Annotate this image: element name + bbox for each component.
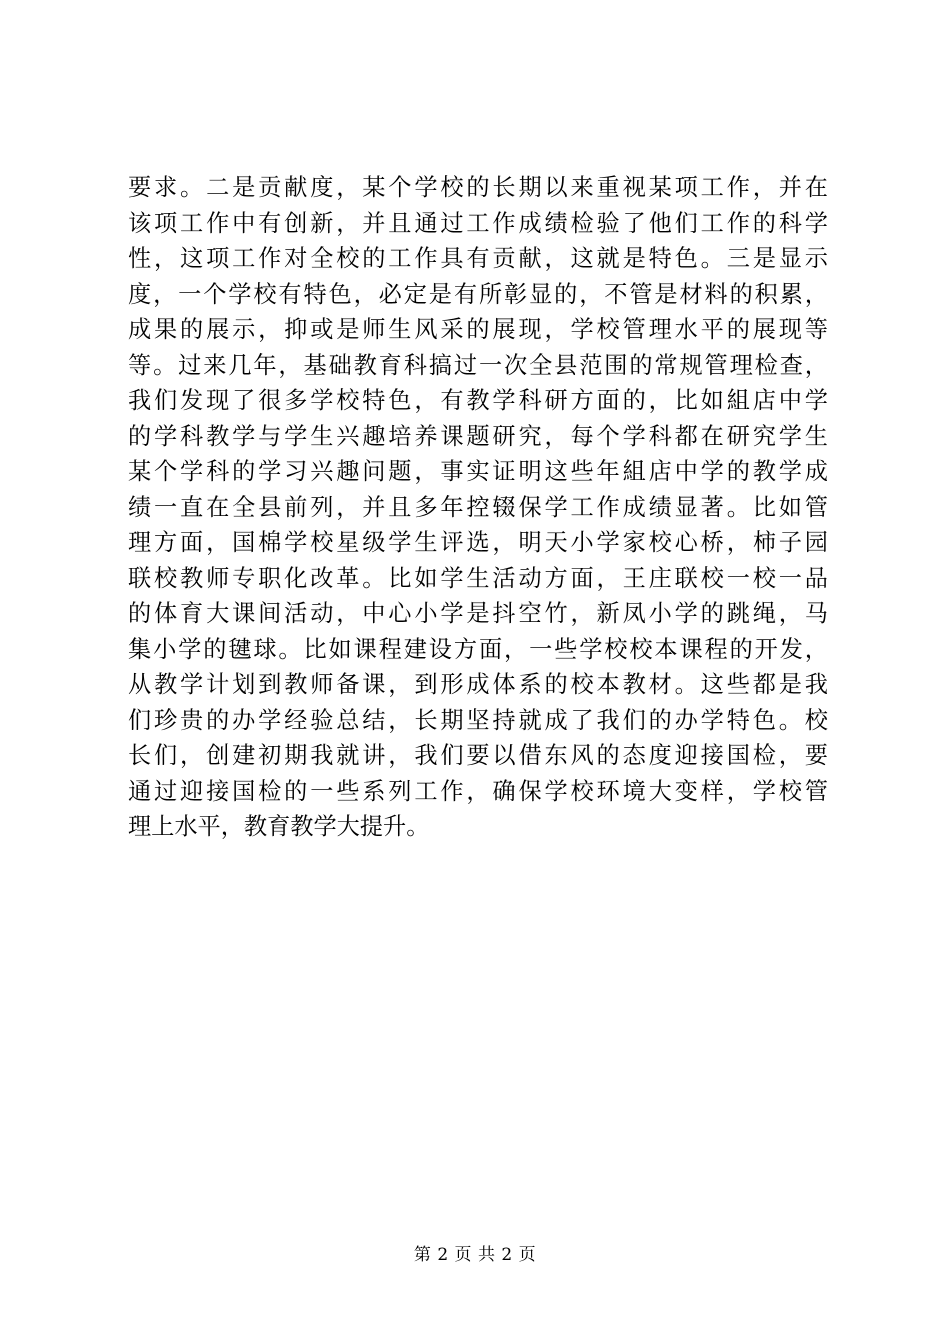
paragraph-line: 们珍贵的办学经验总结，长期坚持就成了我们的办学特色。校: [128, 706, 828, 734]
paragraph-line: 性，这项工作对全校的工作具有贡献，这就是特色。三是显示: [128, 245, 828, 272]
paragraph-line: 该项工作中有创新，并且通过工作成绩检验了他们工作的科学: [128, 209, 828, 237]
page-number-footer: 第 2 页 共 2 页: [413, 1245, 537, 1265]
paragraph-line: 绩一直在全县前列，并且多年控辍保学工作成绩显著。比如管: [128, 493, 828, 521]
paragraph-line: 某个学科的学习兴趣问题，事实证明这些年組店中学的教学成: [128, 458, 828, 485]
paragraph-line: 长们，创建初期我就讲，我们要以借东风的态度迎接国检，要: [128, 742, 828, 769]
paragraph-line: 的学科教学与学生兴趣培养课题研究，每个学科都在研究学生: [128, 422, 828, 450]
paragraph-line: 我们发现了很多学校特色，有教学科研方面的，比如組店中学: [128, 387, 828, 414]
body-paragraph: [128, 170, 828, 845]
paragraph-line: 从教学计划到教师备课，到形成体系的校本教材。这些都是我: [128, 671, 828, 698]
paragraph-line: 理上水平，教育教学大提升。: [128, 813, 430, 840]
paragraph-line: 通过迎接国检的一些系列工作，确保学校环境大变样，学校管: [128, 777, 828, 805]
paragraph-line: 度，一个学校有特色，必定是有所彰显的，不管是材料的积累，: [128, 280, 828, 308]
paragraph-line: 集小学的毽球。比如课程建设方面，一些学校校本课程的开发，: [128, 635, 828, 663]
paragraph-line: 的体育大课间活动，中心小学是抖空竹，新凤小学的跳绳，马: [128, 600, 828, 627]
paragraph-line: 理方面，国棉学校星级学生评选，明天小学家校心桥，柿子园: [128, 529, 828, 556]
paragraph-line: 联校教师专职化改革。比如学生活动方面，王庄联校一校一品: [128, 564, 828, 592]
paragraph-line: 成果的展示，抑或是师生风采的展现，学校管理水平的展现等: [128, 316, 828, 343]
paragraph-line: 等。过来几年，基础教育科搞过一次全县范围的常规管理检查，: [128, 351, 828, 379]
paragraph-line: 要求。二是贡献度，某个学校的长期以来重视某项工作，并在: [128, 174, 828, 201]
